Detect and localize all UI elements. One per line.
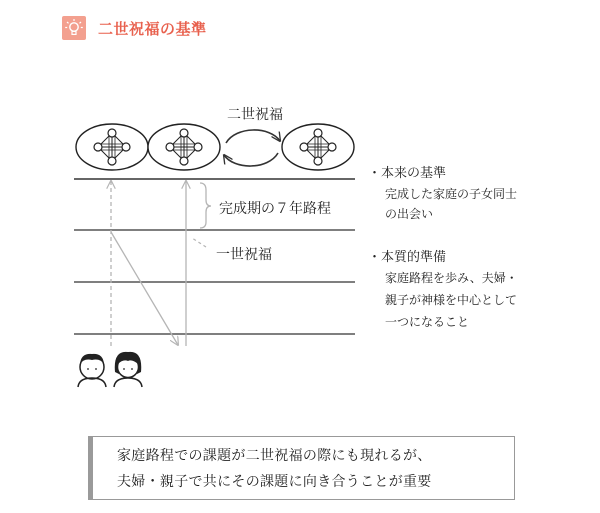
bullet-line: 親子が神様を中心として bbox=[385, 293, 518, 307]
cycle-arrow-top bbox=[226, 130, 280, 143]
bullet-title: ・本質的準備 bbox=[368, 250, 447, 265]
first-generation-blessing-label: 一世祝福 bbox=[216, 247, 272, 263]
completion-period-label: 完成期の７年路程 bbox=[219, 201, 331, 217]
second-generation-blessing-label: 二世祝福 bbox=[227, 107, 283, 123]
husband-icon bbox=[78, 354, 106, 387]
summary-line-2: 夫婦・親子で共にその課題に向き合うことが重要 bbox=[117, 474, 432, 490]
bullet-line: の出会い bbox=[385, 207, 434, 221]
section-title: 二世祝福の基準 bbox=[98, 19, 207, 38]
bullet-title: ・本来の基準 bbox=[368, 166, 447, 181]
period-bracket bbox=[200, 183, 211, 228]
wife-icon bbox=[114, 352, 142, 387]
summary-box bbox=[88, 436, 515, 500]
cycle-arrow-bottom bbox=[224, 153, 278, 166]
first-blessing-pointer bbox=[192, 238, 206, 247]
bullet-line: 家庭路程を歩み、夫婦・ bbox=[385, 271, 518, 285]
family-emblem-1 bbox=[76, 124, 148, 170]
family-emblem-2 bbox=[148, 124, 220, 170]
bullet-line: 完成した家庭の子女同士 bbox=[385, 187, 518, 201]
bullet-line: 一つになること bbox=[385, 315, 470, 329]
family-emblem-3 bbox=[282, 124, 354, 170]
summary-line-1: 家庭路程での課題が二世祝福の際にも現れるが、 bbox=[117, 448, 432, 464]
diagonal-path bbox=[111, 232, 178, 345]
